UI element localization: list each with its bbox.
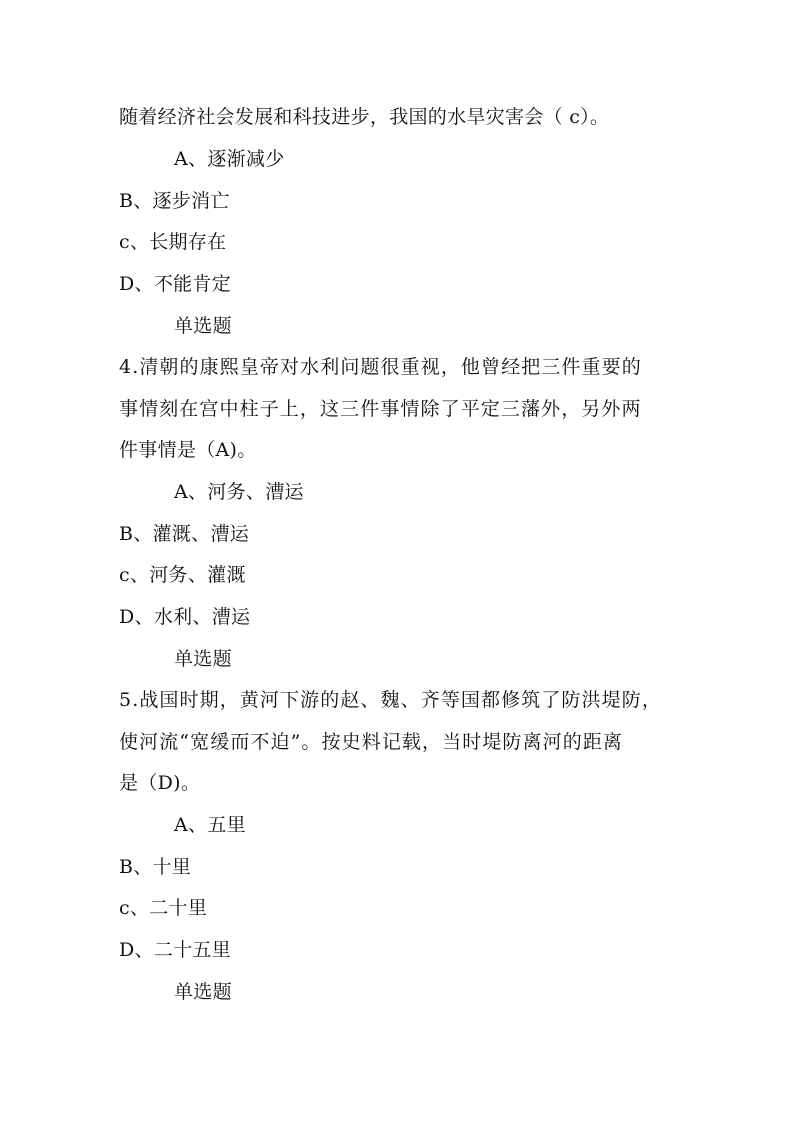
option-c: c、二十里 xyxy=(119,897,208,919)
option-b: B、十里 xyxy=(119,856,192,878)
question-type-label: 单选题 xyxy=(174,315,232,337)
question-stem: 4.清朝的康熙皇帝对水利问题很重视，他曾经把三件重要的 xyxy=(119,356,642,378)
option-a: A、五里 xyxy=(174,814,246,836)
option-c: c、河务、灌溉 xyxy=(119,564,246,586)
option-d: D、二十五里 xyxy=(119,939,232,961)
option-b: B、逐步消亡 xyxy=(119,190,230,212)
question-stem: 随着经济社会发展和科技进步，我国的水旱灾害会（ c）。 xyxy=(119,106,610,128)
option-d: D、水利、漕运 xyxy=(119,606,251,628)
question-stem: 使河流“宽缓而不迫”。按史料记载，当时堤防离河的距离 xyxy=(119,731,624,753)
option-a: A、逐渐减少 xyxy=(174,148,285,170)
question-stem: 是（D)。 xyxy=(119,772,201,794)
option-a: A、河务、漕运 xyxy=(174,481,304,503)
option-c: c、长期存在 xyxy=(119,231,227,253)
question-type-label: 单选题 xyxy=(174,981,232,1003)
question-stem: 件事情是（A)。 xyxy=(119,439,257,461)
option-d: D、不能肯定 xyxy=(119,273,232,295)
option-b: B、灌溉、漕运 xyxy=(119,523,250,545)
question-stem: 5.战国时期，黄河下游的赵、魏、齐等国都修筑了防洪堤防， xyxy=(119,689,662,711)
question-stem: 事情刻在宫中柱子上，这三件事情除了平定三藩外，另外两 xyxy=(119,398,642,420)
question-type-label: 单选题 xyxy=(174,648,232,670)
